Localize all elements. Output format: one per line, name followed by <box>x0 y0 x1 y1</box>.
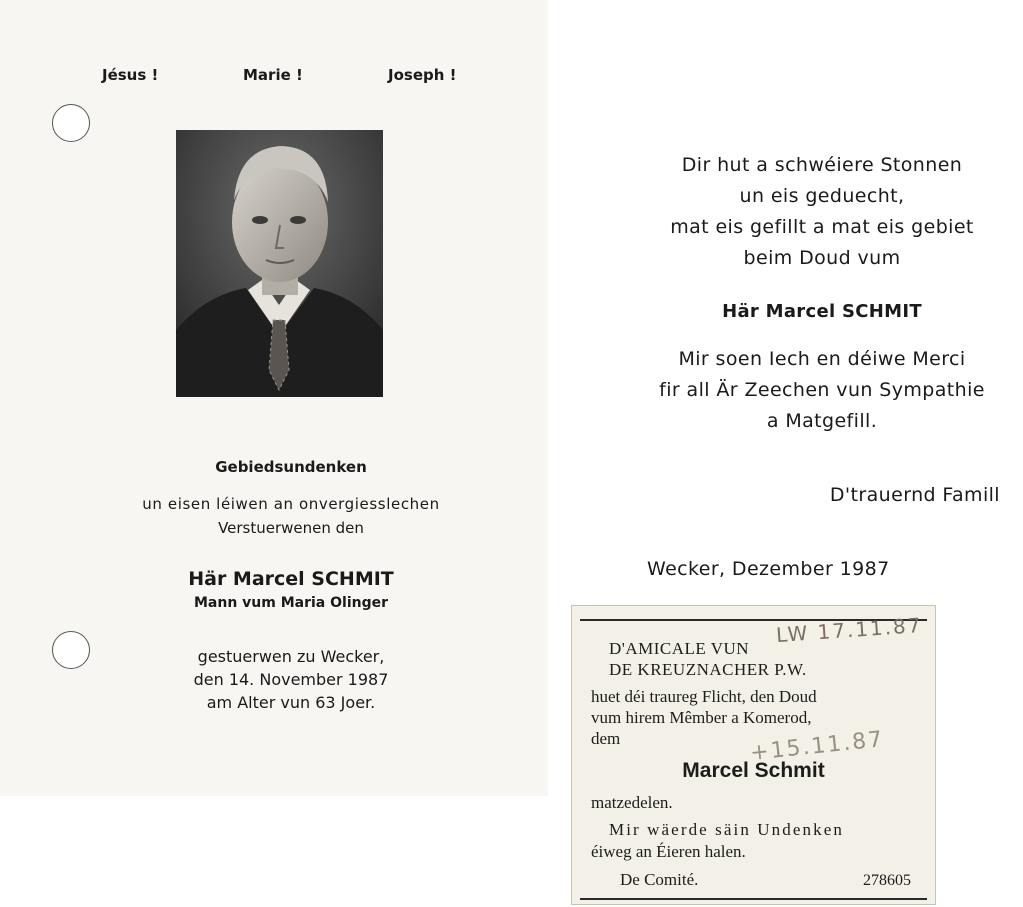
thanks-message-line: fir all Är Zeechen vun Sympathie <box>659 379 985 401</box>
person-silhouette-icon <box>176 130 383 397</box>
card-heading: Gebiedsundenken <box>215 458 367 476</box>
dedication-line: Verstuerwenen den <box>218 519 364 537</box>
clipping-body-line: dem <box>591 729 621 748</box>
portrait-photo <box>176 130 383 397</box>
clipping-header-line: D'AMICALE VUN <box>609 639 750 658</box>
death-line: am Alter vun 63 Joer. <box>206 693 376 712</box>
punch-hole-bottom <box>52 631 90 669</box>
death-line: gestuerwen zu Wecker, <box>197 647 385 666</box>
deceased-name: Här Marcel SCHMIT <box>188 568 394 590</box>
thanks-intro-line: beim Doud vum <box>743 247 901 269</box>
clipping-signer: De Comité. <box>620 870 699 889</box>
clipping-after: matzedelen. <box>591 793 673 812</box>
thanks-message-line: a Matgefill. <box>766 410 878 432</box>
card-death-details <box>96 645 486 714</box>
handwritten-note-date: LW 17.11.87 <box>775 612 924 648</box>
place-date: Wecker, Dezember 1987 <box>647 558 890 580</box>
thanks-intro-line: Dir hut a schwéiere Stonnen <box>681 154 963 176</box>
invocation-jesus: Jésus ! <box>102 66 159 84</box>
thanks-message-line: Mir soen Iech en déiwe Merci <box>678 348 966 370</box>
card-dedication <box>96 492 486 540</box>
clipping-closing-line: Mir wäerde säin Undenken <box>609 820 844 839</box>
clipping-header-line: DE KREUZNACHER P.W. <box>609 660 807 679</box>
thanks-intro-line: un eis geduecht, <box>739 185 905 207</box>
clipping-body-line: vum hirem Mêmber a Komerod, <box>591 708 812 727</box>
clipping-body-line: huet déi traureg Flicht, den Doud <box>591 687 817 706</box>
clipping-closing <box>591 819 844 863</box>
thanks-name: Här Marcel SCHMIT <box>722 301 922 322</box>
thanks-signature: D'trauernd Famill <box>829 484 1000 506</box>
newspaper-clipping <box>571 605 936 905</box>
invocation-joseph: Joseph ! <box>388 66 457 84</box>
card-name-block <box>96 566 486 614</box>
card-heading-block <box>96 458 486 476</box>
clipping-number: 278605 <box>863 872 911 889</box>
death-line: den 14. November 1987 <box>193 670 389 689</box>
clipping-name: Marcel Schmit <box>682 759 825 782</box>
punch-hole-top <box>52 104 90 142</box>
clipping-closing-line: éiweg an Éieren halen. <box>591 842 746 861</box>
thanks-intro-line: mat eis gefillt a mat eis gebiet <box>670 216 974 238</box>
dedication-line: un eisen léiwen an onvergiesslechen <box>142 495 440 513</box>
thanks-message <box>622 344 1022 437</box>
handwritten-note-death: +15.11.87 <box>749 727 886 766</box>
invocation-marie: Marie ! <box>243 66 303 84</box>
clipping-rule-bottom <box>580 898 927 900</box>
thanks-intro <box>622 150 1022 274</box>
spouse-line: Mann vum Maria Olinger <box>193 595 389 611</box>
